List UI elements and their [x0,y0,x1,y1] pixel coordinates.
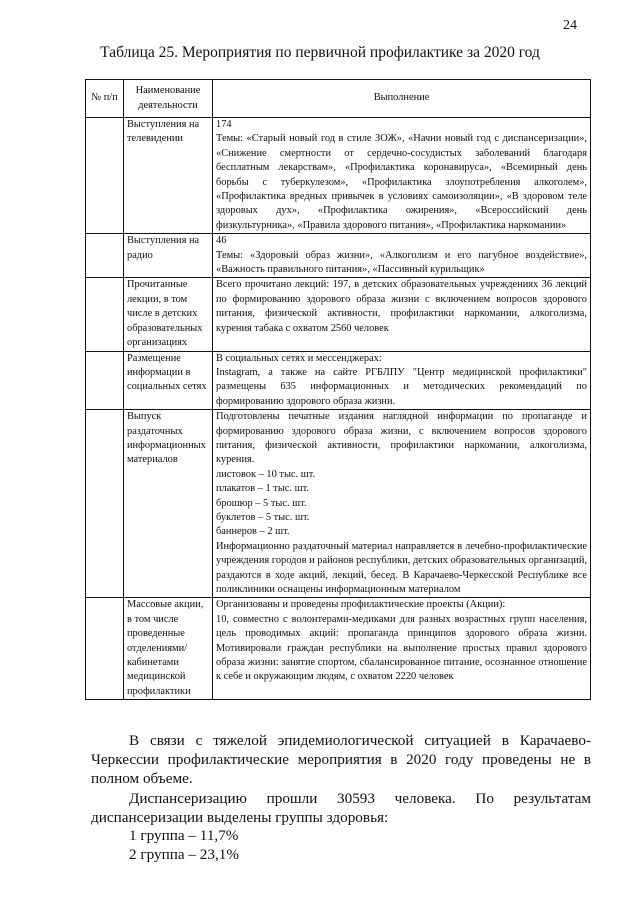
activity-name: Размещение информации в социальных сетях [124,351,213,410]
activities-table [85,79,591,700]
execution-line: Подготовлены печатные издания наглядной информации по пропаганде и формированию здорового образа жизни, с включением вопросов здорового питания, физической активности, профилактики наркомании, алкоголизма, курения. [216,411,587,466]
activity-execution [213,351,591,410]
activity-name: Выступления на радио [124,234,213,278]
table-header-row [86,80,591,118]
table-row [86,234,591,278]
table-row [86,598,591,700]
paragraph-dispensary: Диспансеризацию прошли 30593 человека. По результатам диспансеризации выделены группы здоровья: [91,790,591,826]
execution-line: плакатов – 1 тыс. шт. [216,483,309,495]
execution-line: Темы: «Здоровый образ жизни», «Алкоголизм и его пагубное воздействие», «Важность правильного питания», «Пассивный курильщик» [216,249,587,276]
activity-execution [213,234,591,278]
execution-line: буклетов – 5 тыс. шт. [216,511,310,523]
health-group-1: 1 группа – 11,7% [129,827,239,844]
num-cell [86,118,124,234]
header-exec: Выполнение [213,80,591,118]
table-title: Таблица 25. Мероприятия по первичной профилактике за 2020 год [100,44,540,61]
execution-line: листовок – 10 тыс. шт. [216,468,316,480]
execution-line: Темы: «Старый новый год в стиле ЗОЖ», «Начни новый год с диспансеризации», «Снижение смертности от сердечно-сосудистых заболеваний благодаря бесплатным лекарствам», «Профилактика коронавируса», «Всемирный день борьбы с туберкулезом», «Профилактика злоупотребления алкоголем», «Профилактика вредных привычек в условиях самоизоляции», «В здоровом теле здоровых дух», «Профилактика ожирения», «Всероссийский день физкультурника», «Правила здорового питания», «Профилактика наркомании» [216,133,587,231]
execution-line: Всего прочитано лекций: 197, в детских образовательных учреждениях 36 лекций по формированию здорового образа жизни с включением вопросов здорового питания, физической активности, профилактики наркомании, алкоголизма, курения табака с охватом 2560 человек [216,279,587,334]
activity-name: Массовые акции, в том числе проведенные отделениями/кабинетами медицинской профилактики [124,598,213,700]
num-cell [86,351,124,410]
table-row [86,351,591,410]
header-num: № п/п [86,80,124,118]
activity-execution [213,278,591,351]
activity-name: Выступления на телевидении [124,118,213,234]
activity-name: Выпуск раздаточных информационных материалов [124,410,213,598]
execution-line: Информационно раздаточный материал направляется в лечебно-профилактические учреждения городов и районов республики, детских образовательных организаций, раздаются в ходе акций, лекций, бесед. В Карачаево-Черкесской Республике все поликлиники оснащены информационным материалом [216,540,587,595]
execution-line: брошюр – 5 тыс. шт. [216,497,307,509]
num-cell [86,234,124,278]
execution-line: Instagram, а также на сайте РГБЛПУ "Центр медицинской профилактики" размещены 635 информационных и методических рекомендаций по формированию здорового образа жизни. [216,366,587,407]
health-group-2: 2 группа – 23,1% [129,846,240,863]
num-cell [86,410,124,598]
activity-execution [213,410,591,598]
header-name: Наименование деятельности [124,80,213,118]
execution-line: баннеров – 2 шт. [216,526,290,538]
table-row [86,278,591,351]
activity-name: Прочитанные лекции, в том числе в детских образовательных организациях [124,278,213,351]
paragraph-epidemic: В связи с тяжелой эпидемиологической ситуацией в Карачаево-Черкессии профилактические мероприятия в 2020 году проведены не в полном объеме. [91,732,591,787]
execution-line: 10, совместно с волонтерами-медиками для разных возрастных групп населения, цель проводимых акций: пропаганда принципов здорового образа жизни. Мотивировали граждан республики на выполнение простых правил здорового образа жизни: занятие спортом, сбалансированное питание, осознанное отношение к себе и окружающим людям, с охватом 2220 человек [216,613,587,683]
activity-execution [213,118,591,234]
execution-line: 174 [216,119,232,130]
page-number: 24 [563,18,577,33]
activity-execution [213,598,591,700]
table-row [86,118,591,234]
table-row [86,410,591,598]
num-cell [86,278,124,351]
execution-line: 46 [216,235,227,247]
execution-line: В социальных сетях и мессенджерах: [216,352,382,364]
num-cell [86,598,124,700]
execution-line: Организованы и проведены профилактические проекты (Акции): [216,599,506,611]
